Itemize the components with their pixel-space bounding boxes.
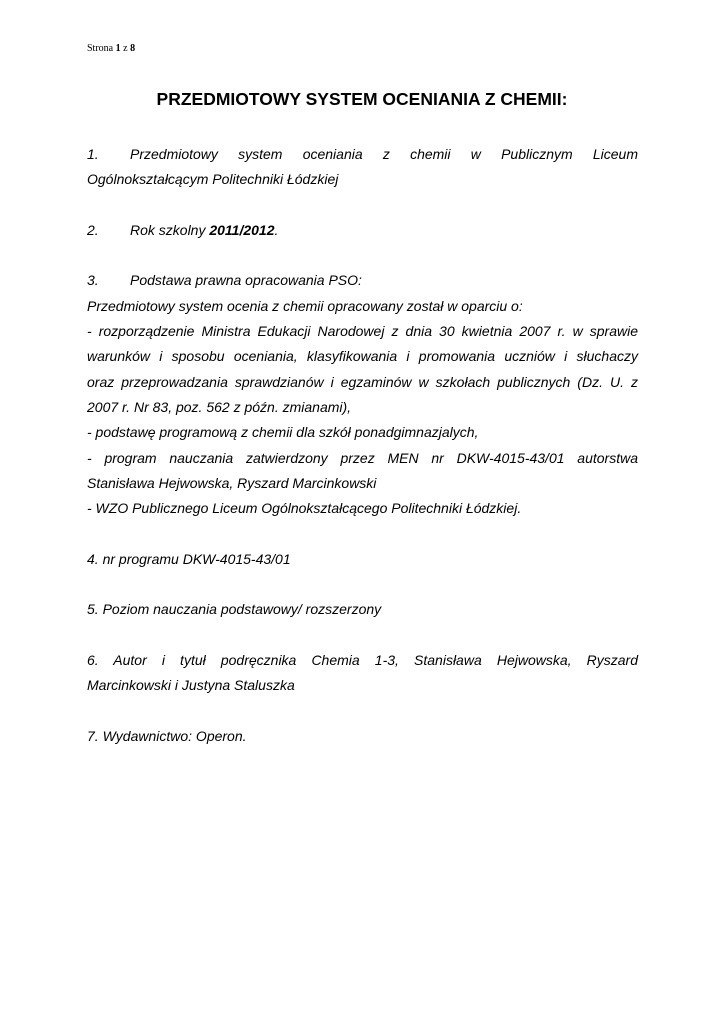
document-title: PRZEDMIOTOWY SYSTEM OCENIANIA Z CHEMII:: [156, 89, 568, 109]
section-6-line-2: Marcinkowski i Justyna Staluszka: [87, 677, 295, 694]
section-4: [87, 547, 638, 572]
section-5-text: 5. Poziom nauczania podstawowy/ rozszerzony: [87, 601, 382, 618]
section-2-number: 2.: [87, 221, 99, 238]
section-5: [87, 597, 638, 622]
page-number-header: [87, 43, 135, 54]
section-3: [87, 268, 638, 521]
section-2: [87, 218, 638, 243]
section-3-line-8: - WZO Publicznego Liceum Ogólnokształcącego Politechniki Łódzkiej.: [87, 500, 522, 517]
page-prefix: Strona: [87, 43, 114, 54]
section-3-line-1: - rozporządzenie Ministra Edukacji Narodowej z dnia 30 kwietnia 2007 r. w sprawie: [87, 323, 638, 340]
section-1-line-2: Ogólnokształcącym Politechniki Łódzkiej: [87, 171, 339, 188]
section-3-number: 3.: [87, 272, 99, 289]
section-6: [87, 648, 638, 699]
school-year-suffix: .: [274, 221, 279, 238]
section-3-line-7: Stanisława Hejwowska, Ryszard Marcinkowski: [87, 474, 377, 491]
current-page: 1: [115, 43, 121, 54]
section-3-line-5: - podstawę programową z chemii dla szkół ponadgimnazjalych,: [87, 424, 479, 441]
section-1-line-1: [87, 142, 638, 167]
section-4-text: 4. nr programu DKW-4015-43/01: [87, 550, 291, 567]
section-1-text: Przedmiotowy system oceniania z chemii w Publicznym Liceum: [130, 146, 638, 162]
section-3-heading: Podstawa prawna opracowania PSO:: [130, 272, 362, 289]
school-year-label: Rok szkolny: [130, 221, 210, 238]
section-2-line: [87, 218, 638, 243]
section-3-heading-line: [87, 268, 638, 293]
section-7: [87, 724, 638, 749]
page-separator: z: [123, 43, 128, 54]
total-pages: 8: [130, 43, 136, 54]
section-6-line-1: 6. Autor i tytuł podręcznika Chemia 1-3, Stanisława Hejwowska, Ryszard: [87, 651, 638, 668]
section-1-number: 1.: [87, 146, 99, 162]
section-7-text: 7. Wydawnictwo: Operon.: [87, 727, 247, 744]
section-3-line-4: 2007 r. Nr 83, poz. 562 z późn. zmianami),: [87, 398, 352, 415]
section-3-line-6: - program nauczania zatwierdzony przez MEN nr DKW-4015-43/01 autorstwa: [87, 449, 638, 466]
section-1: [87, 142, 638, 193]
school-year-value: 2011/2012: [209, 221, 275, 238]
section-3-line-0: Przedmiotowy system ocenia z chemii opracowany został w oparciu o:: [87, 297, 523, 314]
section-3-line-3: oraz przeprowadzania sprawdzianów i egzaminów w szkołach publicznych (Dz. U. z: [87, 373, 638, 390]
document-body: [87, 142, 638, 774]
section-3-line-2: warunków i sposobu oceniania, klasyfikowania i promowania uczniów i słuchaczy: [87, 348, 638, 365]
